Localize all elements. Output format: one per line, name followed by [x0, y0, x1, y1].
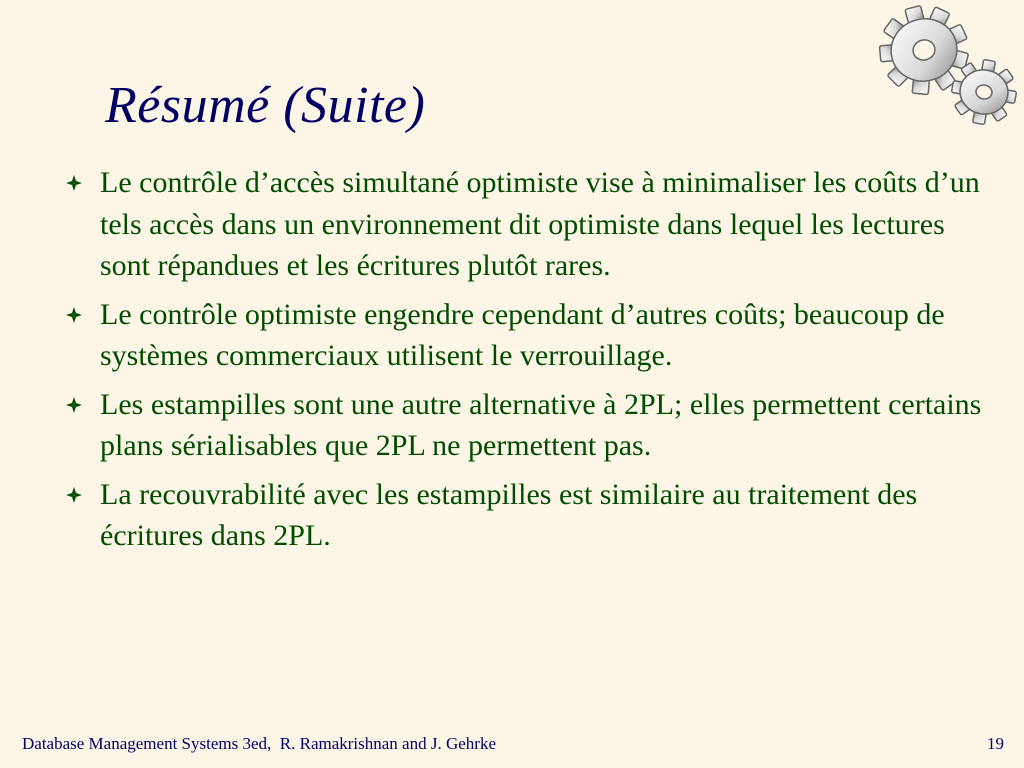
bullet-text: La recouvrabilité avec les estampilles est similaire au traitement des écritures dans 2PL.: [100, 477, 918, 552]
bullet-text: Le contrôle d’accès simultané optimiste vise à minimaliser les coûts d’un tels accès dans un environnement dit optimiste dans lequel les lectures sont répandues et les écritures plutôt rares.: [100, 166, 980, 282]
page-number: 19: [987, 734, 1004, 753]
bullet-text: Les estampilles sont une autre alternative à 2PL; elles permettent certains plans sérialisables que 2PL ne permettent pas.: [100, 387, 982, 462]
footer-citation: Database Management Systems 3ed, R. Ramakrishnan and J. Gehrke: [22, 734, 496, 753]
slide-title: Résumé (Suite): [105, 77, 426, 134]
gears-icon: [862, 4, 1024, 126]
diamond-bullet-icon: [66, 175, 82, 191]
bullet-list: [60, 162, 1000, 564]
diamond-bullet-icon: [66, 487, 82, 503]
bullet-text: Le contrôle optimiste engendre cependant d’autres coûts; beaucoup de systèmes commerciaux utilisent le verrouillage.: [100, 297, 945, 372]
bullet-item: [60, 384, 1000, 467]
bullet-item: [60, 294, 1000, 377]
bullet-item: [60, 474, 1000, 557]
diamond-bullet-icon: [66, 397, 82, 413]
diamond-bullet-icon: [66, 307, 82, 323]
bullet-item: [60, 162, 1000, 287]
